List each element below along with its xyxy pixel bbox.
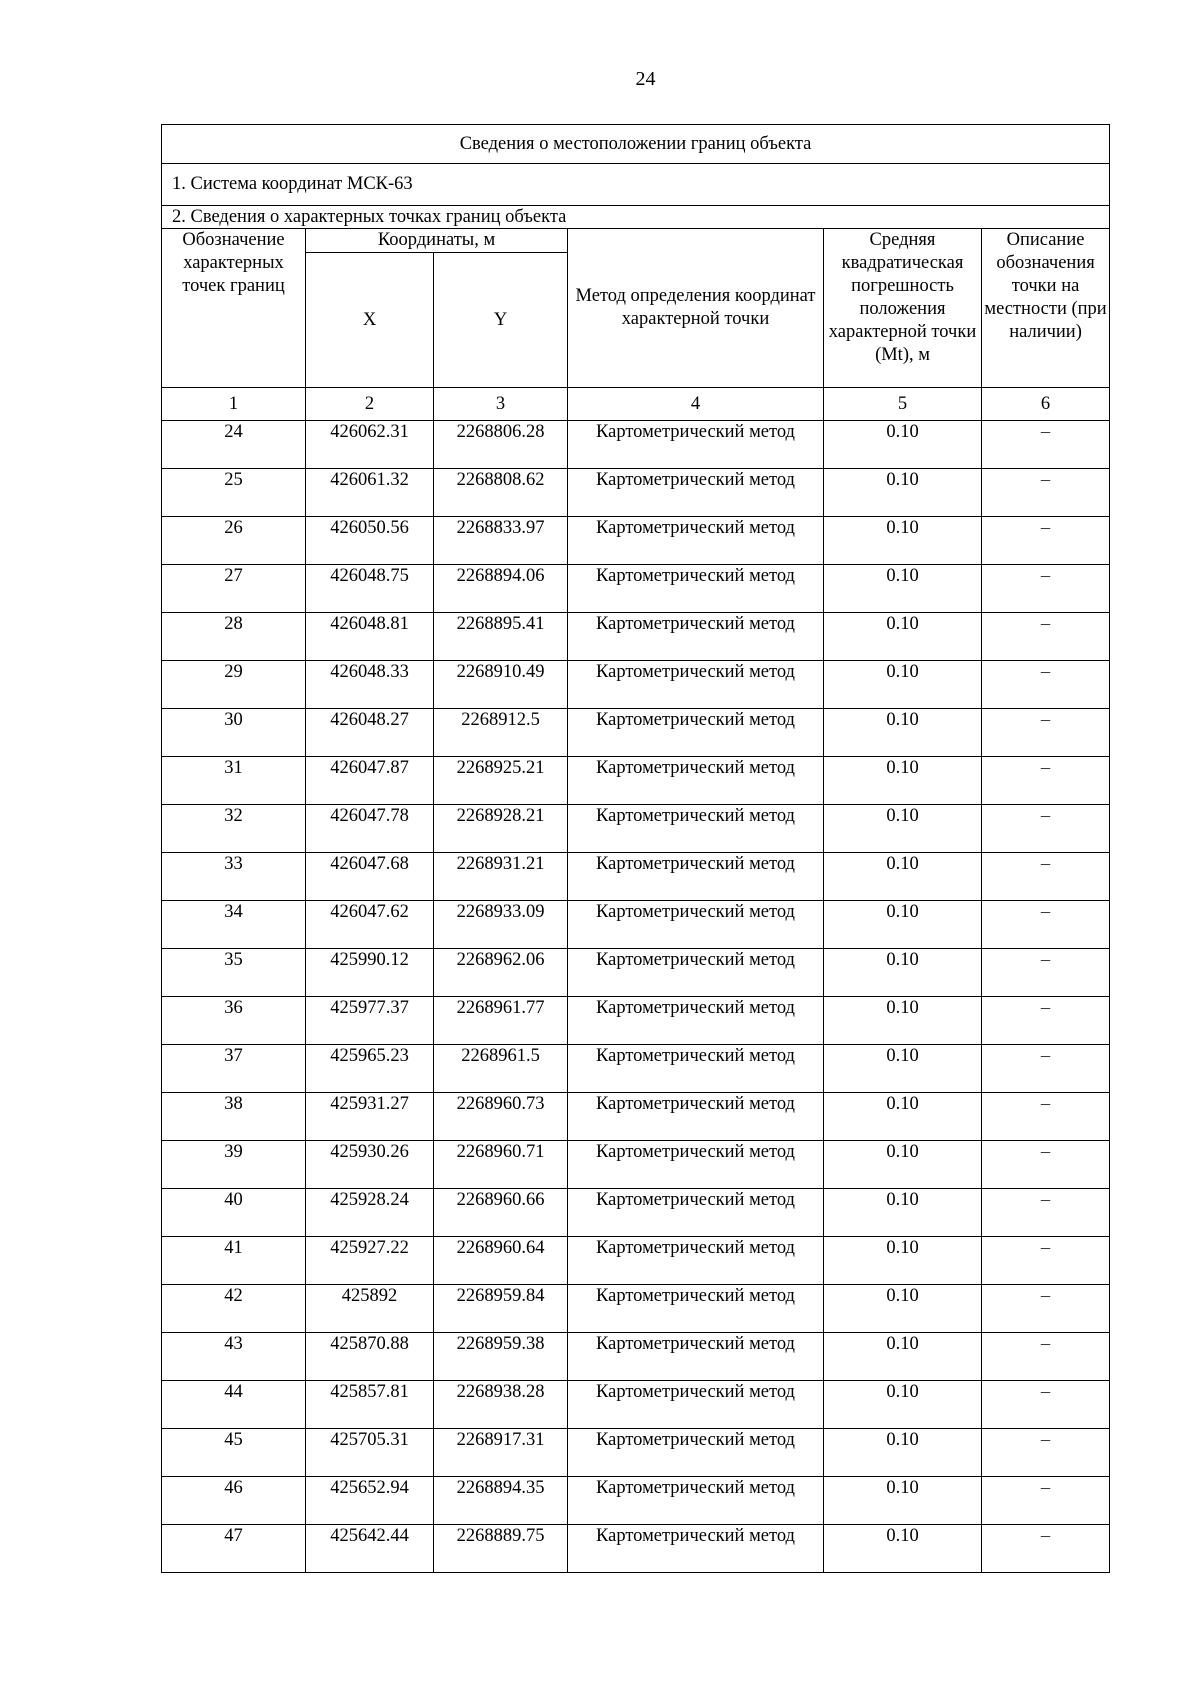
point-designation: 25 xyxy=(162,469,306,517)
x-coordinate: 426048.81 xyxy=(306,613,434,661)
method-cell: Картометрический метод xyxy=(568,1333,824,1381)
table-title: Сведения о местоположении границ объекта xyxy=(162,125,1110,164)
x-coordinate: 425705.31 xyxy=(306,1429,434,1477)
description-cell: – xyxy=(982,421,1110,469)
method-cell: Картометрический метод xyxy=(568,1381,824,1429)
column-number: 4 xyxy=(568,388,824,421)
x-coordinate: 426047.78 xyxy=(306,805,434,853)
x-coordinate: 425928.24 xyxy=(306,1189,434,1237)
method-cell: Картометрический метод xyxy=(568,1237,824,1285)
boundary-points-table xyxy=(161,124,1110,1573)
error-cell: 0.10 xyxy=(824,853,982,901)
method-cell: Картометрический метод xyxy=(568,1477,824,1525)
description-cell: – xyxy=(982,1189,1110,1237)
table-row xyxy=(162,757,1110,805)
x-coordinate: 425965.23 xyxy=(306,1045,434,1093)
point-designation: 43 xyxy=(162,1333,306,1381)
method-cell: Картометрический метод xyxy=(568,949,824,997)
y-coordinate: 2268910.49 xyxy=(434,661,568,709)
point-designation: 32 xyxy=(162,805,306,853)
method-cell: Картометрический метод xyxy=(568,901,824,949)
table-row xyxy=(162,469,1110,517)
description-cell: – xyxy=(982,709,1110,757)
error-cell: 0.10 xyxy=(824,421,982,469)
point-designation: 30 xyxy=(162,709,306,757)
header-error: Средняя квадратическая погрешность положения характерной точки (Mt), м xyxy=(824,229,982,388)
table-row xyxy=(162,517,1110,565)
header-description: Описание обозначения точки на местности (при наличии) xyxy=(982,229,1110,388)
description-cell: – xyxy=(982,1525,1110,1573)
y-coordinate: 2268894.35 xyxy=(434,1477,568,1525)
description-cell: – xyxy=(982,469,1110,517)
description-cell: – xyxy=(982,853,1110,901)
table-row xyxy=(162,1141,1110,1189)
y-coordinate: 2268931.21 xyxy=(434,853,568,901)
point-designation: 36 xyxy=(162,997,306,1045)
method-cell: Картометрический метод xyxy=(568,757,824,805)
method-cell: Картометрический метод xyxy=(568,1525,824,1573)
y-coordinate: 2268961.77 xyxy=(434,997,568,1045)
x-coordinate: 425927.22 xyxy=(306,1237,434,1285)
method-cell: Картометрический метод xyxy=(568,661,824,709)
x-coordinate: 425857.81 xyxy=(306,1381,434,1429)
error-cell: 0.10 xyxy=(824,1429,982,1477)
x-coordinate: 426050.56 xyxy=(306,517,434,565)
method-cell: Картометрический метод xyxy=(568,469,824,517)
error-cell: 0.10 xyxy=(824,1141,982,1189)
point-designation: 40 xyxy=(162,1189,306,1237)
y-coordinate: 2268960.73 xyxy=(434,1093,568,1141)
error-cell: 0.10 xyxy=(824,805,982,853)
point-designation: 46 xyxy=(162,1477,306,1525)
description-cell: – xyxy=(982,565,1110,613)
coordinate-system-section: 1. Система координат МСК-63 xyxy=(162,164,1110,206)
x-coordinate: 426062.31 xyxy=(306,421,434,469)
y-coordinate: 2268806.28 xyxy=(434,421,568,469)
header-coordinates: Координаты, м xyxy=(306,229,568,253)
table-row xyxy=(162,1093,1110,1141)
table-row xyxy=(162,1525,1110,1573)
point-designation: 31 xyxy=(162,757,306,805)
method-cell: Картометрический метод xyxy=(568,1189,824,1237)
point-designation: 42 xyxy=(162,1285,306,1333)
x-coordinate: 425930.26 xyxy=(306,1141,434,1189)
error-cell: 0.10 xyxy=(824,1093,982,1141)
description-cell: – xyxy=(982,1093,1110,1141)
error-cell: 0.10 xyxy=(824,1285,982,1333)
description-cell: – xyxy=(982,901,1110,949)
method-cell: Картометрический метод xyxy=(568,1141,824,1189)
column-number: 5 xyxy=(824,388,982,421)
y-coordinate: 2268917.31 xyxy=(434,1429,568,1477)
table-row xyxy=(162,853,1110,901)
error-cell: 0.10 xyxy=(824,1045,982,1093)
table-row xyxy=(162,1285,1110,1333)
description-cell: – xyxy=(982,757,1110,805)
error-cell: 0.10 xyxy=(824,613,982,661)
table-row xyxy=(162,1237,1110,1285)
x-coordinate: 425990.12 xyxy=(306,949,434,997)
x-coordinate: 425652.94 xyxy=(306,1477,434,1525)
point-designation: 29 xyxy=(162,661,306,709)
point-designation: 35 xyxy=(162,949,306,997)
method-cell: Картометрический метод xyxy=(568,1285,824,1333)
description-cell: – xyxy=(982,517,1110,565)
method-cell: Картометрический метод xyxy=(568,1093,824,1141)
y-coordinate: 2268933.09 xyxy=(434,901,568,949)
table-row xyxy=(162,1381,1110,1429)
description-cell: – xyxy=(982,805,1110,853)
point-designation: 24 xyxy=(162,421,306,469)
x-coordinate: 425977.37 xyxy=(306,997,434,1045)
error-cell: 0.10 xyxy=(824,1525,982,1573)
method-cell: Картометрический метод xyxy=(568,1045,824,1093)
point-designation: 26 xyxy=(162,517,306,565)
x-coordinate: 425892 xyxy=(306,1285,434,1333)
column-numbers-row xyxy=(162,388,1110,421)
y-coordinate: 2268895.41 xyxy=(434,613,568,661)
table-row xyxy=(162,421,1110,469)
method-cell: Картометрический метод xyxy=(568,421,824,469)
points-section-heading: 2. Сведения о характерных точках границ объекта xyxy=(162,206,1110,229)
column-number: 2 xyxy=(306,388,434,421)
table-row xyxy=(162,613,1110,661)
table-row xyxy=(162,661,1110,709)
point-designation: 33 xyxy=(162,853,306,901)
description-cell: – xyxy=(982,661,1110,709)
x-coordinate: 426047.68 xyxy=(306,853,434,901)
error-cell: 0.10 xyxy=(824,517,982,565)
table-row xyxy=(162,565,1110,613)
point-designation: 37 xyxy=(162,1045,306,1093)
error-cell: 0.10 xyxy=(824,469,982,517)
table-row xyxy=(162,997,1110,1045)
error-cell: 0.10 xyxy=(824,901,982,949)
error-cell: 0.10 xyxy=(824,1477,982,1525)
y-coordinate: 2268960.71 xyxy=(434,1141,568,1189)
column-number: 6 xyxy=(982,388,1110,421)
table-row xyxy=(162,1477,1110,1525)
error-cell: 0.10 xyxy=(824,997,982,1045)
description-cell: – xyxy=(982,1333,1110,1381)
header-x: X xyxy=(306,253,434,388)
method-cell: Картометрический метод xyxy=(568,853,824,901)
page-number: 24 xyxy=(635,68,656,90)
description-cell: – xyxy=(982,997,1110,1045)
error-cell: 0.10 xyxy=(824,565,982,613)
description-cell: – xyxy=(982,1477,1110,1525)
method-cell: Картометрический метод xyxy=(568,517,824,565)
y-coordinate: 2268960.64 xyxy=(434,1237,568,1285)
x-coordinate: 426061.32 xyxy=(306,469,434,517)
x-coordinate: 426048.33 xyxy=(306,661,434,709)
error-cell: 0.10 xyxy=(824,1333,982,1381)
point-designation: 27 xyxy=(162,565,306,613)
x-coordinate: 426048.75 xyxy=(306,565,434,613)
point-designation: 47 xyxy=(162,1525,306,1573)
table-row xyxy=(162,1333,1110,1381)
y-coordinate: 2268912.5 xyxy=(434,709,568,757)
header-method: Метод определения координат характерной точки xyxy=(568,229,824,388)
point-designation: 34 xyxy=(162,901,306,949)
x-coordinate: 426047.87 xyxy=(306,757,434,805)
x-coordinate: 425931.27 xyxy=(306,1093,434,1141)
y-coordinate: 2268938.28 xyxy=(434,1381,568,1429)
method-cell: Картометрический метод xyxy=(568,1429,824,1477)
method-cell: Картометрический метод xyxy=(568,565,824,613)
method-cell: Картометрический метод xyxy=(568,805,824,853)
method-cell: Картометрический метод xyxy=(568,709,824,757)
header-y: Y xyxy=(434,253,568,388)
y-coordinate: 2268959.38 xyxy=(434,1333,568,1381)
description-cell: – xyxy=(982,1381,1110,1429)
table-row xyxy=(162,1189,1110,1237)
error-cell: 0.10 xyxy=(824,709,982,757)
y-coordinate: 2268928.21 xyxy=(434,805,568,853)
point-designation: 45 xyxy=(162,1429,306,1477)
method-cell: Картометрический метод xyxy=(568,613,824,661)
point-designation: 44 xyxy=(162,1381,306,1429)
point-designation: 39 xyxy=(162,1141,306,1189)
y-coordinate: 2268808.62 xyxy=(434,469,568,517)
table-row xyxy=(162,949,1110,997)
y-coordinate: 2268894.06 xyxy=(434,565,568,613)
y-coordinate: 2268959.84 xyxy=(434,1285,568,1333)
x-coordinate: 426047.62 xyxy=(306,901,434,949)
y-coordinate: 2268962.06 xyxy=(434,949,568,997)
error-cell: 0.10 xyxy=(824,1381,982,1429)
table-row xyxy=(162,1429,1110,1477)
table-row xyxy=(162,901,1110,949)
error-cell: 0.10 xyxy=(824,949,982,997)
description-cell: – xyxy=(982,1285,1110,1333)
x-coordinate: 425870.88 xyxy=(306,1333,434,1381)
description-cell: – xyxy=(982,1237,1110,1285)
table-row xyxy=(162,709,1110,757)
x-coordinate: 426048.27 xyxy=(306,709,434,757)
header-point-designation: Обозначение характерных точек границ xyxy=(162,229,306,388)
description-cell: – xyxy=(982,1045,1110,1093)
description-cell: – xyxy=(982,613,1110,661)
error-cell: 0.10 xyxy=(824,661,982,709)
y-coordinate: 2268833.97 xyxy=(434,517,568,565)
column-number: 3 xyxy=(434,388,568,421)
y-coordinate: 2268889.75 xyxy=(434,1525,568,1573)
y-coordinate: 2268925.21 xyxy=(434,757,568,805)
y-coordinate: 2268960.66 xyxy=(434,1189,568,1237)
point-designation: 41 xyxy=(162,1237,306,1285)
table-row xyxy=(162,1045,1110,1093)
error-cell: 0.10 xyxy=(824,757,982,805)
error-cell: 0.10 xyxy=(824,1237,982,1285)
table-row xyxy=(162,805,1110,853)
description-cell: – xyxy=(982,1141,1110,1189)
point-designation: 38 xyxy=(162,1093,306,1141)
y-coordinate: 2268961.5 xyxy=(434,1045,568,1093)
error-cell: 0.10 xyxy=(824,1189,982,1237)
point-designation: 28 xyxy=(162,613,306,661)
description-cell: – xyxy=(982,949,1110,997)
method-cell: Картометрический метод xyxy=(568,997,824,1045)
description-cell: – xyxy=(982,1429,1110,1477)
x-coordinate: 425642.44 xyxy=(306,1525,434,1573)
column-number: 1 xyxy=(162,388,306,421)
